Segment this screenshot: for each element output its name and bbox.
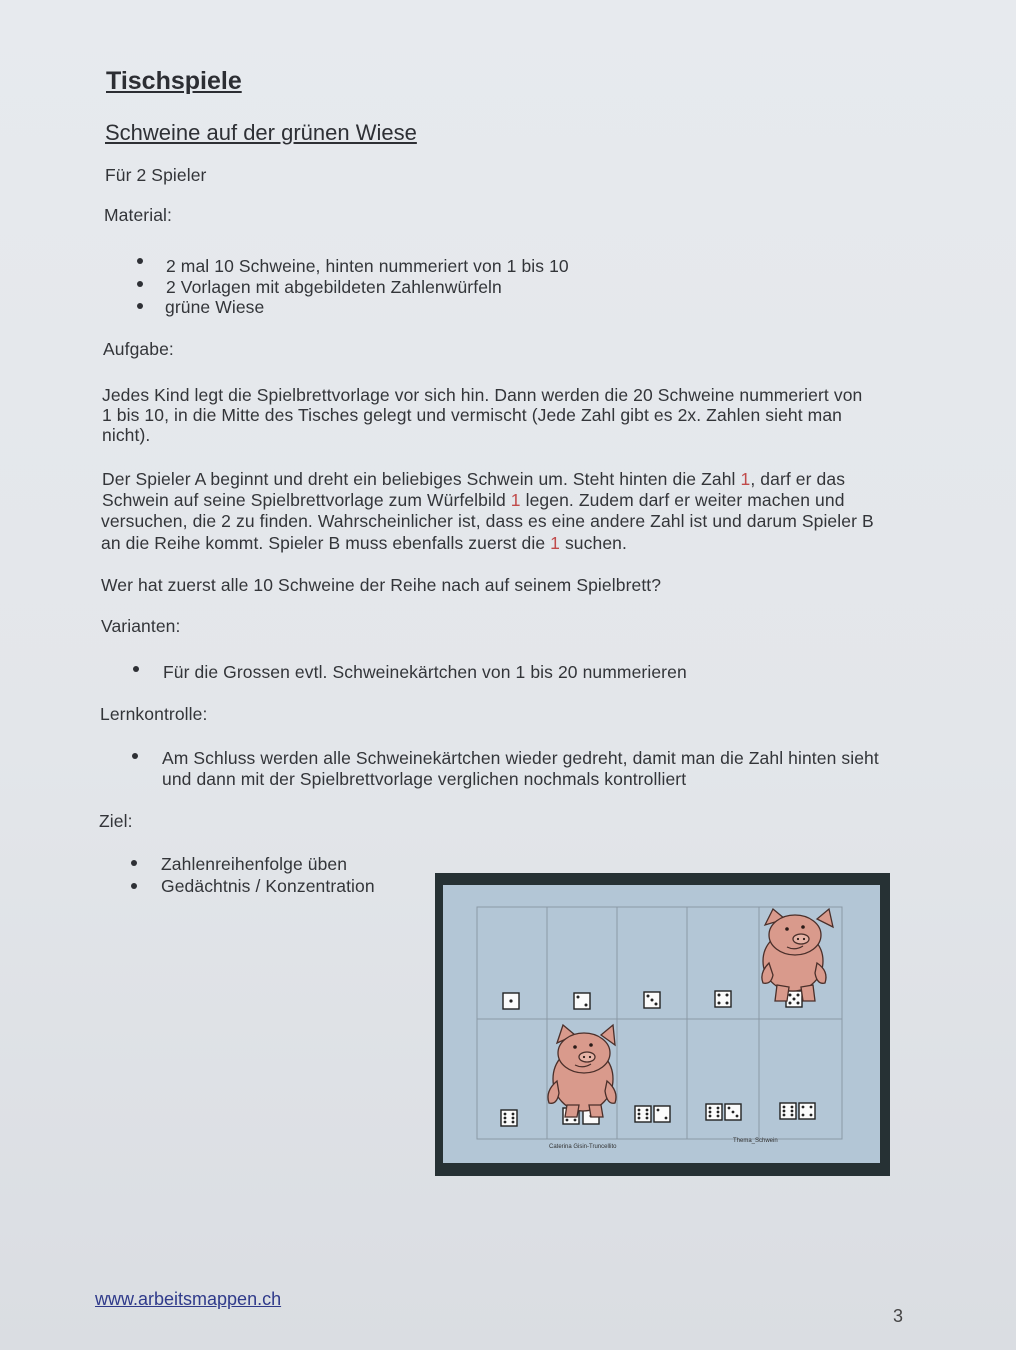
material-item: 2 mal 10 Schweine, hinten nummeriert von 1 bis 10	[166, 256, 569, 276]
game-board-photo	[435, 873, 890, 1176]
bullet-icon	[131, 883, 137, 889]
bullet-icon	[137, 281, 143, 287]
ziel-item: Zahlenreihenfolge üben	[161, 854, 348, 874]
aufgabe-line: versuchen, die 2 zu finden. Wahrscheinlicher ist, dass es eine andere Zahl ist und darum Spieler B	[101, 511, 874, 531]
aufgabe-line: Jedes Kind legt die Spielbrettvorlage vor sich hin. Dann werden die 20 Schweine nummeriert von	[102, 385, 863, 405]
die-face-icon	[715, 991, 731, 1007]
board-caption-left: Caterina Gisin-Truncellito	[549, 1144, 617, 1150]
page-title: Tischspiele	[106, 67, 242, 95]
aufgabe-line	[101, 533, 627, 554]
text-span: legen. Zudem darf er weiter machen und	[520, 490, 845, 510]
game-title: Schweine auf der grünen Wiese	[105, 120, 417, 145]
die-face-icon	[635, 1106, 651, 1122]
aufgabe-line: 1 bis 10, in die Mitte des Tisches gelegt und vermischt (Jede Zahl gibt es 2x. Zahlen sieht man	[102, 405, 843, 425]
die-face-icon	[654, 1106, 670, 1122]
text-span: Schwein auf seine Spielbrettvorlage zum Würfelbild	[102, 490, 511, 510]
die-face-icon	[501, 1110, 517, 1126]
lernkontrolle-line: Am Schluss werden alle Schweinekärtchen wieder gedreht, damit man die Zahl hinten sieht	[162, 748, 879, 768]
varianten-heading: Varianten:	[101, 616, 181, 636]
lernkontrolle-line: und dann mit der Spielbrettvorlage verglichen nochmals kontrolliert	[162, 769, 687, 789]
ziel-heading: Ziel:	[99, 811, 133, 831]
die-face-icon	[799, 1103, 815, 1119]
board-drawing	[443, 885, 880, 1163]
pig-icon	[548, 1025, 616, 1117]
text-span: an die Reihe kommt. Spieler B muss ebenfalls zuerst die	[101, 533, 551, 553]
bullet-icon	[133, 666, 139, 672]
footer-website-link[interactable]: www.arbeitsmappen.ch	[95, 1289, 282, 1309]
page-number: 3	[893, 1306, 904, 1326]
text-span: suchen.	[560, 533, 627, 553]
bullet-icon	[131, 860, 137, 866]
lernkontrolle-heading: Lernkontrolle:	[100, 704, 208, 724]
aufgabe-question: Wer hat zuerst alle 10 Schweine der Reihe nach auf seinem Spielbrett?	[101, 575, 662, 595]
text-span: , darf er das	[750, 469, 846, 489]
bullet-icon	[137, 303, 143, 309]
board-caption-right: Thema_Schwein	[733, 1138, 778, 1144]
game-board	[443, 885, 880, 1163]
die-face-icon	[780, 1103, 796, 1119]
number-highlight: 1	[740, 469, 751, 489]
varianten-item: Für die Grossen evtl. Schweinekärtchen von 1 bis 20 nummerieren	[163, 662, 687, 682]
pig-icon	[762, 909, 833, 1001]
aufgabe-line: nicht).	[102, 425, 151, 445]
ziel-item: Gedächtnis / Konzentration	[161, 876, 375, 896]
die-face-icon	[706, 1104, 722, 1120]
material-heading: Material:	[104, 205, 173, 225]
bullet-icon	[132, 753, 138, 759]
aufgabe-heading: Aufgabe:	[103, 339, 174, 359]
aufgabe-line	[102, 490, 845, 511]
die-face-icon	[574, 993, 590, 1009]
text-span: Der Spieler A beginnt und dreht ein beliebiges Schwein um. Steht hinten die Zahl	[102, 469, 741, 489]
material-item: 2 Vorlagen mit abgebildeten Zahlenwürfeln	[166, 277, 502, 297]
number-highlight: 1	[510, 490, 521, 510]
players-text: Für 2 Spieler	[105, 165, 207, 185]
number-highlight: 1	[550, 533, 560, 553]
aufgabe-line	[102, 469, 845, 490]
bullet-icon	[137, 258, 143, 264]
material-item: grüne Wiese	[165, 297, 265, 317]
